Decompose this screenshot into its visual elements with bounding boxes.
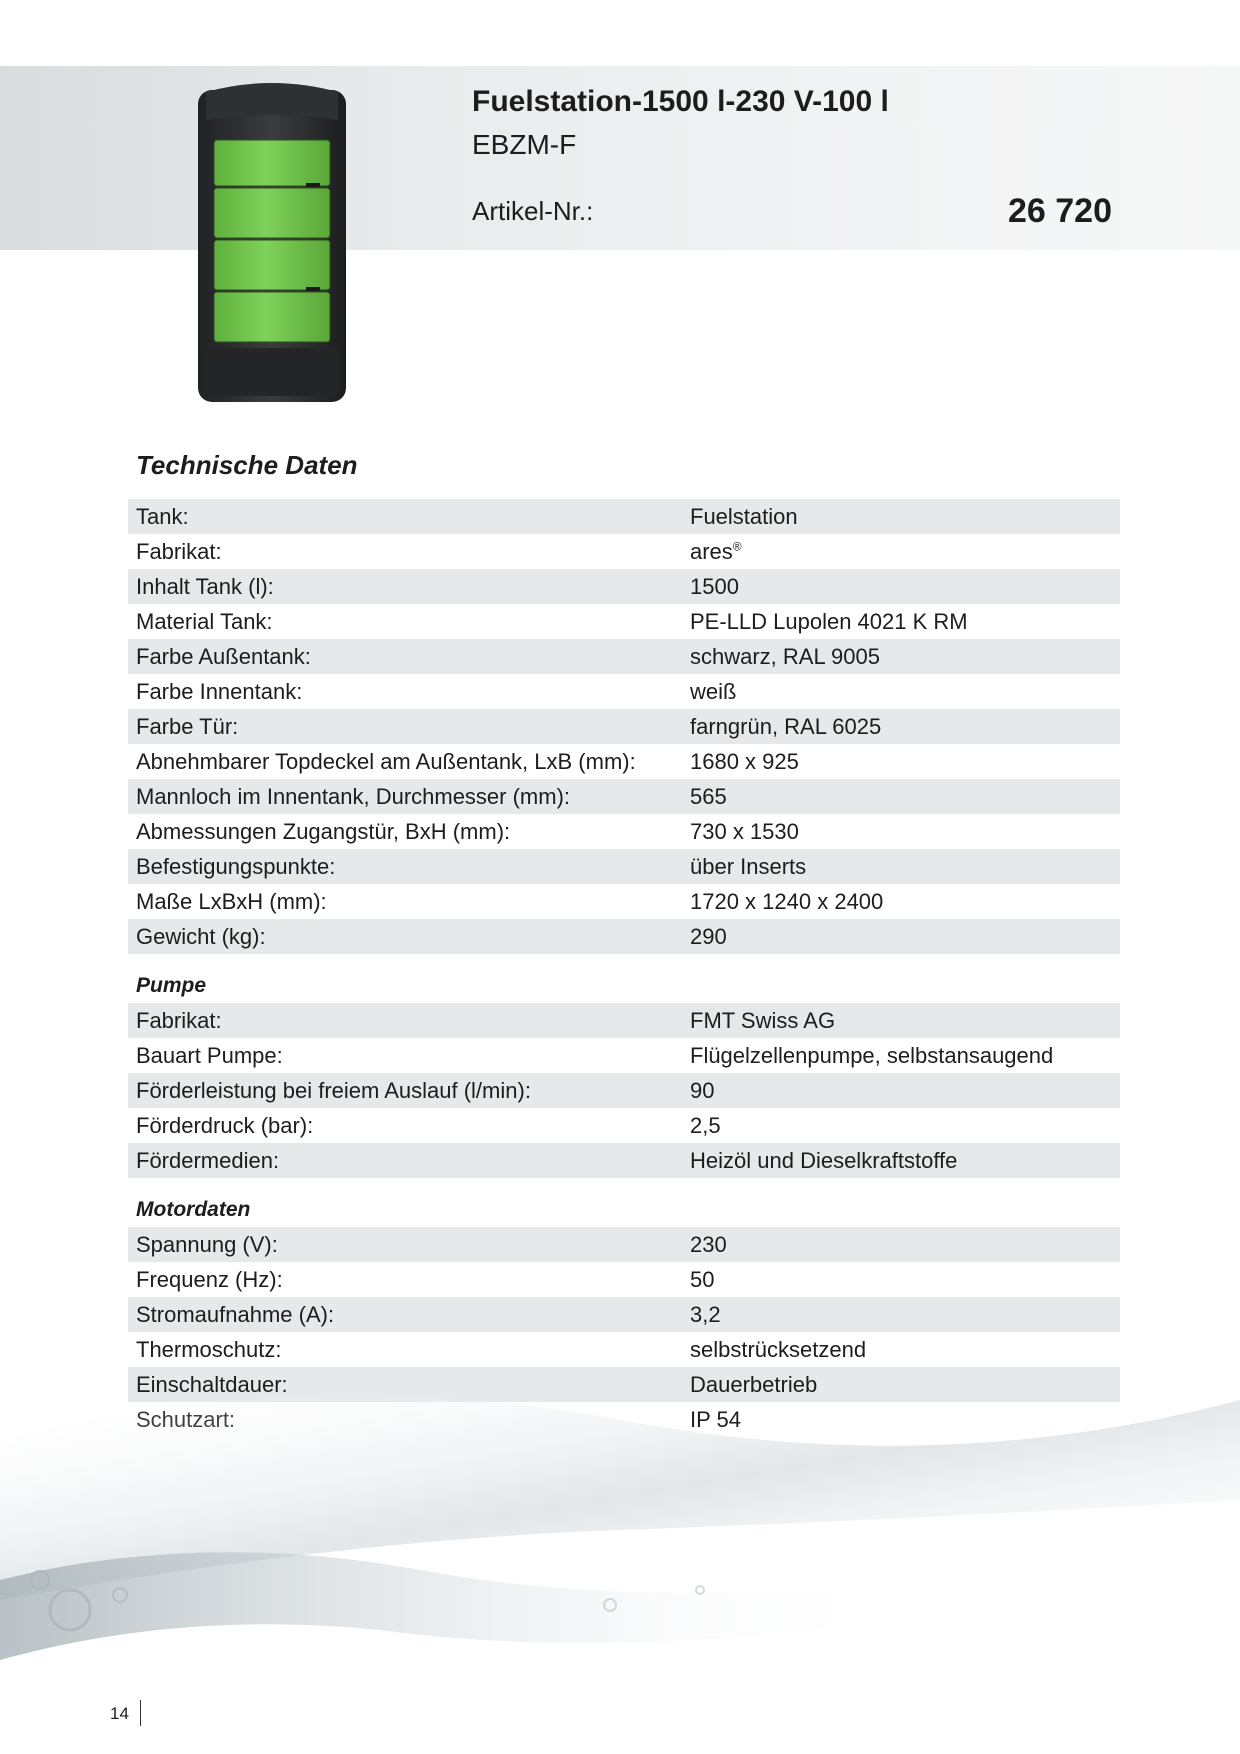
spec-value: 230 [690,1232,727,1257]
spec-label: Material Tank: [136,609,273,634]
spec-row [128,779,1120,814]
spec-value: weiß [690,679,737,704]
spec-row [128,884,1120,919]
product-model: EBZM-F [472,129,577,160]
spec-label: Maße LxBxH (mm): [136,889,327,914]
spec-row [128,1073,1120,1108]
spec-value: 3,2 [690,1302,721,1327]
spec-row [128,1332,1120,1367]
article-number-label: Artikel-Nr.: [472,196,594,226]
spec-value: selbstrücksetzend [690,1337,867,1362]
spec-value: Dauerbetrieb [690,1372,818,1397]
spec-value: 50 [690,1267,715,1292]
spec-row [128,499,1120,534]
spec-label: Förderleistung bei freiem Auslauf (l/min): [136,1078,531,1103]
spec-row [128,1297,1120,1332]
spec-row [128,1227,1120,1262]
spec-value: Heizöl und Dieselkraftstoffe [690,1148,958,1173]
spec-value: 290 [690,924,727,949]
spec-label: Inhalt Tank (l): [136,574,274,599]
spec-label: Einschaltdauer: [136,1372,288,1397]
page-number-separator [140,1700,141,1726]
spec-row [128,1143,1120,1178]
product-title-block [472,82,1112,164]
spec-label: Spannung (V): [136,1232,278,1257]
spec-value: Flügelzellenpumpe, selbstansaugend [690,1043,1054,1068]
spec-label: Farbe Innentank: [136,679,303,704]
spec-value: ares [690,539,733,564]
spec-value: 730 x 1530 [690,819,799,844]
spec-label: Frequenz (Hz): [136,1267,283,1292]
fuelstation-tank-image [196,80,348,406]
spec-value: IP 54 [690,1407,741,1432]
page-number: 14 [110,1704,129,1723]
spec-row [128,534,1120,569]
spec-value: 1680 x 925 [690,749,799,774]
spec-label: Fördermedien: [136,1148,280,1173]
spec-label: Thermoschutz: [136,1337,282,1362]
spec-row [128,1003,1120,1038]
spec-label: Fabrikat: [136,539,222,564]
spec-label: Stromaufnahme (A): [136,1302,335,1327]
product-title: Fuelstation-1500 l-230 V-100 l [472,85,889,118]
spec-row [128,744,1120,779]
pump-section-title: Pumpe [136,974,207,997]
spec-value: 1720 x 1240 x 2400 [690,889,884,914]
spec-value: schwarz, RAL 9005 [690,644,880,669]
technical-data-title: Technische Daten [136,450,358,480]
spec-row [128,814,1120,849]
spec-label: Fabrikat: [136,1008,222,1033]
spec-label: Gewicht (kg): [136,924,266,949]
spec-label: Abnehmbarer Topdeckel am Außentank, LxB (mm): [136,749,636,774]
spec-value: FMT Swiss AG [690,1008,836,1033]
spec-row [128,1108,1120,1143]
spec-value: PE-LLD Lupolen 4021 K RM [690,609,968,634]
tank-specs [128,499,1120,954]
motor-section-title: Motordaten [136,1198,251,1221]
water-splash-decoration [0,1380,1240,1754]
spec-value-wrap [690,534,742,569]
spec-row [128,1038,1120,1073]
spec-value: 1500 [690,574,739,599]
spec-row [128,639,1120,674]
spec-label: Befestigungspunkte: [136,854,336,879]
spec-label: Bauart Pumpe: [136,1043,283,1068]
spec-value: 90 [690,1078,715,1103]
spec-value: über Inserts [690,854,807,879]
spec-row [128,569,1120,604]
spec-row [128,849,1120,884]
article-number-value: 26 720 [1008,192,1112,230]
article-number-row [472,192,1112,236]
spec-row [128,674,1120,709]
spec-value: 565 [690,784,727,809]
registered-mark: ® [732,539,742,554]
spec-area [128,499,1120,1437]
spec-row [128,709,1120,744]
spec-label: Farbe Tür: [136,714,239,739]
spec-label: Förderdruck (bar): [136,1113,314,1138]
pump-specs [128,1003,1120,1178]
spec-value: Fuelstation [690,504,798,529]
spec-label: Tank: [136,504,189,529]
spec-label: Farbe Außentank: [136,644,311,669]
spec-value: farngrün, RAL 6025 [690,714,882,739]
spec-label: Abmessungen Zugangstür, BxH (mm): [136,819,511,844]
spec-row [128,919,1120,954]
spec-label: Mannloch im Innentank, Durchmesser (mm): [136,784,571,809]
spec-row [128,604,1120,639]
spec-row [128,1262,1120,1297]
spec-value: 2,5 [690,1113,721,1138]
